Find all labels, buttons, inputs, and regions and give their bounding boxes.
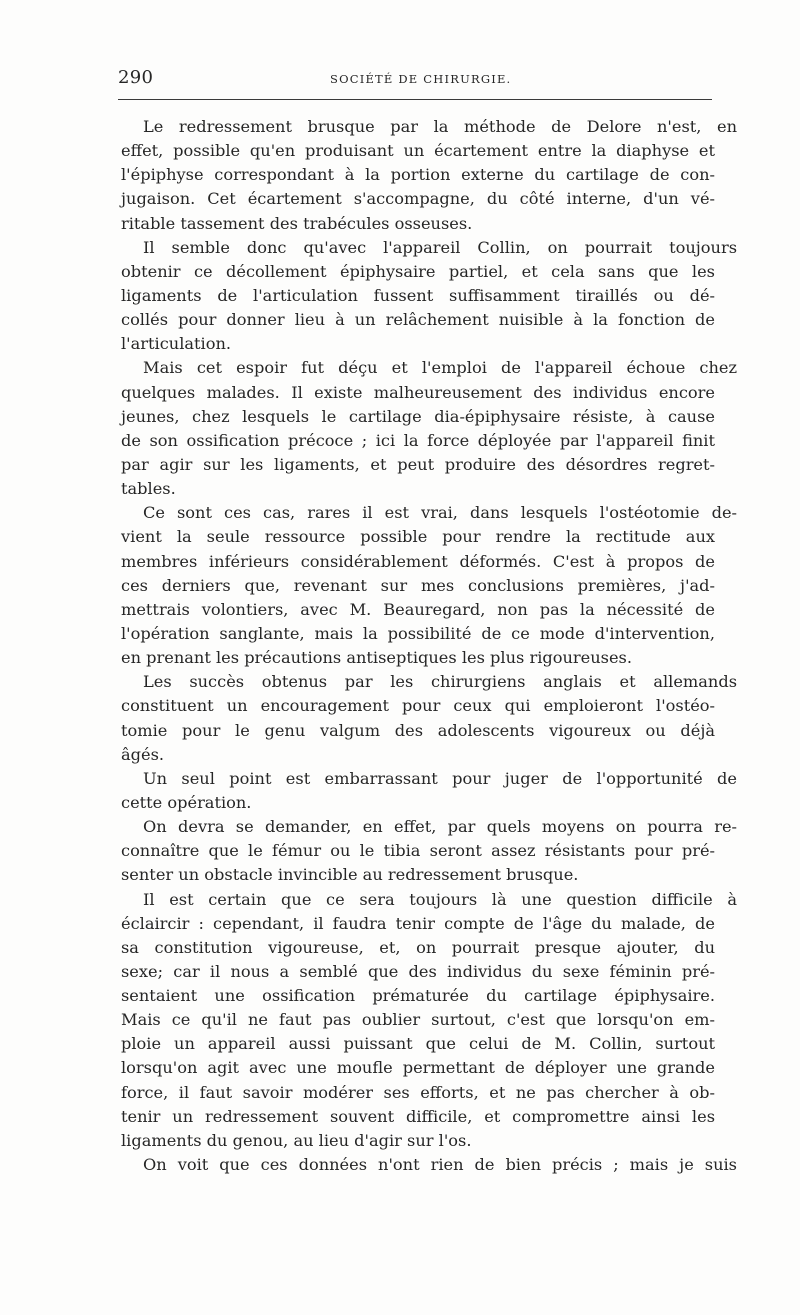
text-line: de son ossification précoce ; ici la force déployée par l'appareil finit xyxy=(121,430,715,450)
paragraph-first-line: Le redressement brusque par la méthode de Delore n'est, en xyxy=(143,117,737,136)
page-header xyxy=(118,66,710,90)
text-line: jeunes, chez lesquels le cartilage dia-épiphysaire résiste, à cause xyxy=(121,406,715,426)
paragraph-first-line: Les succès obtenus par les chirurgiens anglais et allemands xyxy=(143,672,737,692)
text-line: sexe; car il nous a semblé que des individus du sexe féminin pré- xyxy=(121,961,715,981)
text-line: par agir sur les ligaments, et peut produire des désordres regret- xyxy=(121,454,715,474)
text-line: l'épiphyse correspondant à la portion externe du cartilage de con- xyxy=(121,165,715,185)
text-line: mettrais volontiers, avec M. Beauregard, non pas la nécessité de xyxy=(121,599,715,619)
text-line: ces derniers que, revenant sur mes conclusions premières, j'ad- xyxy=(121,575,715,595)
text-line: effet, possible qu'en produisant un écartement entre la diaphyse et xyxy=(121,141,715,161)
text-line: jugaison. Cet écartement s'accompagne, du côté interne, d'un vé- xyxy=(121,189,715,209)
text-line: l'articulation. xyxy=(121,334,232,354)
paragraph-first-line: Il est certain que ce sera toujours là une question difficile à xyxy=(143,889,737,909)
paragraph-first-line: Ce sont ces cas, rares il est vrai, dans lesquels l'ostéotomie de- xyxy=(143,503,737,523)
text-line: obtenir ce décollement épiphysaire partiel, et cela sans que les xyxy=(121,261,715,281)
text-line: sa constitution vigoureuse, et, on pourrait presque ajouter, du xyxy=(121,937,715,957)
text-line: force, il faut savoir modérer ses efforts, et ne pas chercher à ob- xyxy=(121,1082,715,1102)
paragraph-first-line: On devra se demander, en effet, par quels moyens on pourra re- xyxy=(143,817,737,837)
text-line: membres inférieurs considérablement déformés. C'est à propos de xyxy=(121,551,715,571)
text-line: connaître que le fémur ou le tibia seront assez résistants pour pré- xyxy=(121,841,715,861)
header-rule xyxy=(118,99,712,100)
text-line: tomie pour le genu valgum des adolescents vigoureux ou déjà xyxy=(121,720,715,740)
text-line: l'opération sanglante, mais la possibilité de ce mode d'intervention, xyxy=(121,623,715,643)
text-line: âgés. xyxy=(121,744,165,764)
text-line: ritable tassement des trabécules osseuses. xyxy=(121,213,473,233)
text-line: ligaments de l'articulation fussent suffisamment tiraillés ou dé- xyxy=(121,285,715,305)
text-line: senter un obstacle invincible au redressement brusque. xyxy=(121,865,579,885)
text-line: quelques malades. Il existe malheureusement des individus encore xyxy=(121,382,715,402)
text-line: Mais ce qu'il ne faut pas oublier surtout, c'est que lorsqu'on em- xyxy=(121,1010,715,1030)
body-text xyxy=(121,115,737,1177)
paragraph-first-line: Un seul point est embarrassant pour juger de l'opportunité de xyxy=(143,768,737,788)
paragraph-first-line: Mais cet espoir fut déçu et l'emploi de l'appareil échoue chez xyxy=(143,358,737,378)
text-line: ploie un appareil aussi puissant que celui de M. Collin, surtout xyxy=(121,1034,715,1054)
text-line: en prenant les précautions antiseptiques les plus rigoureuses. xyxy=(121,648,632,668)
text-line: tables. xyxy=(121,479,176,499)
running-head: SOCIÉTÉ DE CHIRURGIE. xyxy=(330,72,512,86)
page-number: 290 xyxy=(118,67,154,88)
paragraph-first-line: Il semble donc qu'avec l'appareil Collin, on pourrait toujours xyxy=(143,237,737,257)
text-line: vient la seule ressource possible pour rendre la rectitude aux xyxy=(121,527,715,547)
text-line: ligaments du genou, au lieu d'agir sur l'os. xyxy=(121,1130,472,1150)
paragraph-first-line: On voit que ces données n'ont rien de bien précis ; mais je suis xyxy=(143,1155,737,1175)
text-line: sentaient une ossification prématurée du cartilage épiphysaire. xyxy=(121,986,715,1006)
text-line: collés pour donner lieu à un relâchement nuisible à la fonction de xyxy=(121,310,715,330)
text-line: constituent un encouragement pour ceux qui emploieront l'ostéo- xyxy=(121,696,715,716)
text-line: tenir un redressement souvent difficile, et compromettre ainsi les xyxy=(121,1106,715,1126)
text-line: cette opération. xyxy=(121,792,252,812)
text-line: lorsqu'on agit avec une moufle permettant de déployer une grande xyxy=(121,1058,715,1078)
text-line: éclaircir : cependant, il faudra tenir compte de l'âge du malade, de xyxy=(121,913,715,933)
